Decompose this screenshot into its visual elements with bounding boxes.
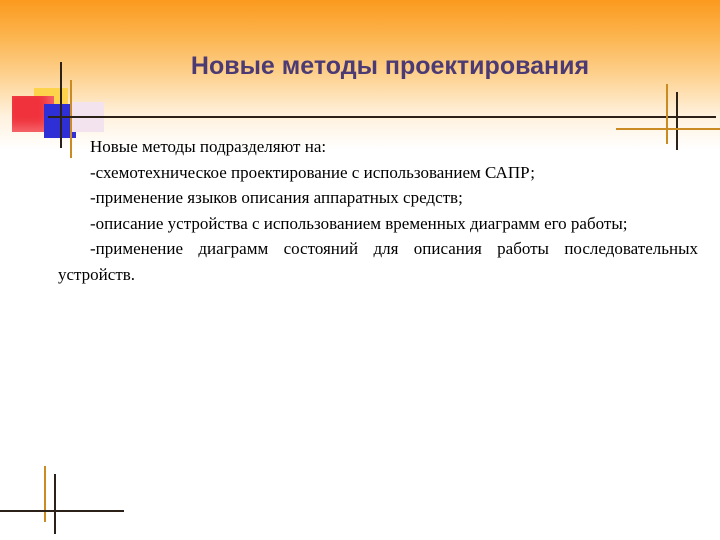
decor-line-v6 xyxy=(54,474,56,534)
decor-line-h1 xyxy=(48,116,716,118)
decor-line-h2 xyxy=(616,128,720,130)
decor-line-v5 xyxy=(44,466,46,522)
page-title: Новые методы проектирования xyxy=(190,52,590,80)
content-body xyxy=(58,134,698,287)
list-item: -применение диаграмм состояний для описания работы последовательных устройств. xyxy=(58,239,698,284)
list-item: -описание устройства с использованием временных диаграмм его работы; xyxy=(90,213,628,233)
list-item: -схемотехническое проектирование с использованием САПР; xyxy=(90,162,535,182)
list-item: -применение языков описания аппаратных средств; xyxy=(90,188,463,207)
paragraph-intro: Новые методы подразделяют на: xyxy=(90,137,327,156)
decor-line-h3 xyxy=(0,510,124,512)
